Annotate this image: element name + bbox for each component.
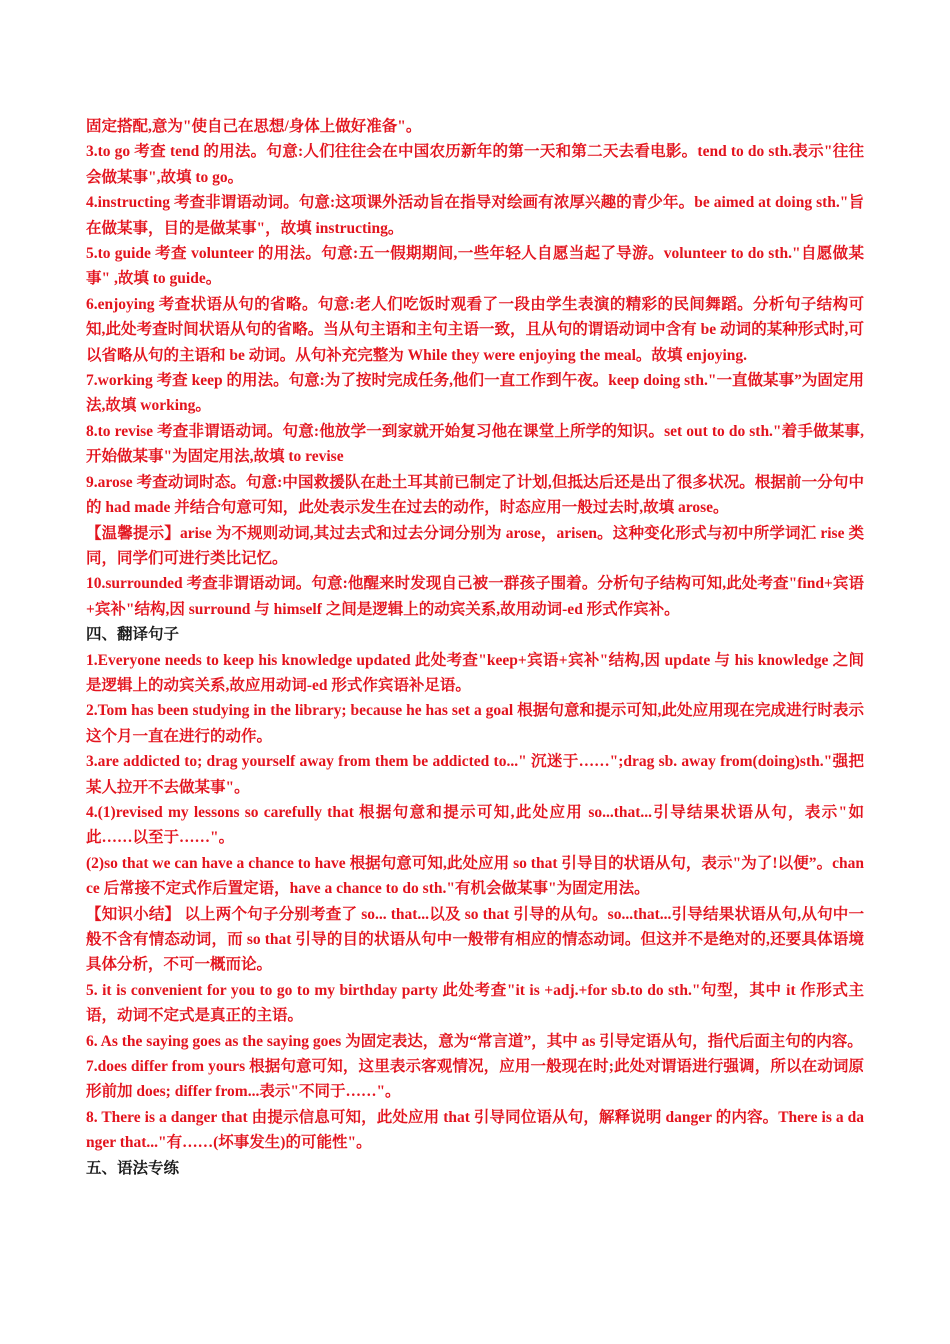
- answer-paragraph-6: 6.enjoying 考查状语从句的省略。句意:老人们吃饭时观看了一段由学生表演的精彩的民间舞蹈。分析句子结构可知,此处考查时间状语从句的省略。当从句主语和主句主语一致，且从句的谓语动词中含有 be 动词的某种形式时,可以省略从句的主语和 be 动词。从句补充完整为 While they were enjoying the meal。故填 enjoying.: [86, 295, 864, 364]
- tip-paragraph: 【温馨提示】arise 为不规则动词,其过去式和过去分词分别为 arose，arisen。这种变化形式与初中所学词汇 rise 类同，同学们可进行类比记忆。: [86, 524, 864, 567]
- translation-paragraph-5: 5. it is convenient for you to go to my birthday party 此处考查"it is +adj.+for sb.to do sth."句型，其中 it 作形式主语，动词不定式是真正的主语。: [86, 981, 864, 1025]
- answer-paragraph-1: 固定搭配,意为"使自己在思想/身体上做好准备"。: [86, 118, 422, 135]
- answer-paragraph-9: 9.arose 考查动词时态。句意:中国救援队在赴土耳其前已制定了计划,但抵达后还是出了很多状况。根据前一分句中的 had made 并结合句意可知，此处表示发生在过去的动作，时态应用一般过去时,故填 arose。: [86, 473, 864, 517]
- translation-paragraph-7: 7.does differ from yours 根据句意可知，这里表示客观情况，应用一般现在时;此处对谓语进行强调，所以在动词原形前加 does; differ from...表示"不同于……"。: [86, 1058, 864, 1101]
- translation-paragraph-4-2: (2)so that we can have a chance to have 根据句意可知,此处应用 so that 引导目的状语从句，表示"为了!以便”。chance 后常接不定式作后置定语，have a chance to do sth."有机会做某事"为固定用法。: [86, 854, 864, 898]
- answer-paragraph-4: 4.instructing 考查非谓语动词。句意:这项课外活动旨在指导对绘画有浓厚兴趣的青少年。be aimed at doing sth."旨在做某事，目的是做某事"，故填 instructing。: [86, 194, 864, 237]
- translation-paragraph-8: 8. There is a danger that 由提示信息可知，此处应用 that 引导同位语从句，解释说明 danger 的内容。There is a danger that..."有……(坏事发生)的可能性"。: [86, 1108, 864, 1152]
- translation-paragraph-2: 2.Tom has been studying in the library; because he has set a goal 根据句意和提示可知,此处应用现在完成进行时表示这个月一直在进行的动作。: [86, 702, 864, 745]
- translation-paragraph-3: 3.are addicted to; drag yourself away from them be addicted to..." 沉迷于……";drag sb. away from(doing)sth."强把某人拉开不去做某事"。: [86, 753, 864, 796]
- section-heading-translation: 四、翻译句子: [86, 626, 180, 644]
- knowledge-summary-paragraph: 【知识小结】 以上两个句子分别考查了 so... that...以及 so that 引导的从句。so...that...引导结果状语从句,从句中一般不含有情态动词，而 so that 引导的目的状语从句中一般带有相应的情态动词。但这并不是绝对的,还要具体语境具体分析，不可一概而论。: [86, 905, 864, 974]
- answer-paragraph-10: 10.surrounded 考查非谓语动词。句意:他醒来时发现自己被一群孩子围着。分析句子结构可知,此处考查"find+宾语+宾补"结构,因 surround 与 himself 之间是逻辑上的动宾关系,故用动词-ed 形式作宾补。: [86, 575, 864, 618]
- answer-paragraph-8: 8.to revise 考查非谓语动词。句意:他放学一到家就开始复习他在课堂上所学的知识。set out to do sth."着手做某事,开始做某事"为固定用法,故填 to revise: [86, 422, 864, 466]
- answer-paragraph-3: 3.to go 考查 tend 的用法。句意:人们往往会在中国农历新年的第一天和第二天去看电影。tend to do sth.表示"往往会做某事",故填 to go。: [86, 143, 864, 186]
- answer-paragraph-7: 7.working 考查 keep 的用法。句意:为了按时完成任务,他们一直工作到午夜。keep doing sth."一直做某事”为固定用法,故填 working。: [86, 372, 864, 415]
- translation-paragraph-6: 6. As the saying goes as the saying goes 为固定表达，意为“常言道”，其中 as 引导定语从句，指代后面主句的内容。: [86, 1032, 863, 1050]
- answer-paragraph-5: 5.to guide 考查 volunteer 的用法。句意:五一假期期间,一些年轻人自愿当起了导游。volunteer to do sth."自愿做某事" ,故填 to guide。: [86, 245, 864, 288]
- section-heading-grammar: 五、语法专练: [86, 1159, 180, 1177]
- translation-paragraph-4-1: 4.(1)revised my lessons so carefully that 根据句意和提示可知,此处应用 so...that...引导结果状语从句，表示"如此……以至于……"。: [86, 803, 864, 847]
- translation-paragraph-1: 1.Everyone needs to keep his knowledge updated 此处考查"keep+宾语+宾补"结构,因 update 与 his knowledge 之间是逻辑上的动宾关系,故应用动词-ed 形式作宾语补足语。: [86, 651, 864, 694]
